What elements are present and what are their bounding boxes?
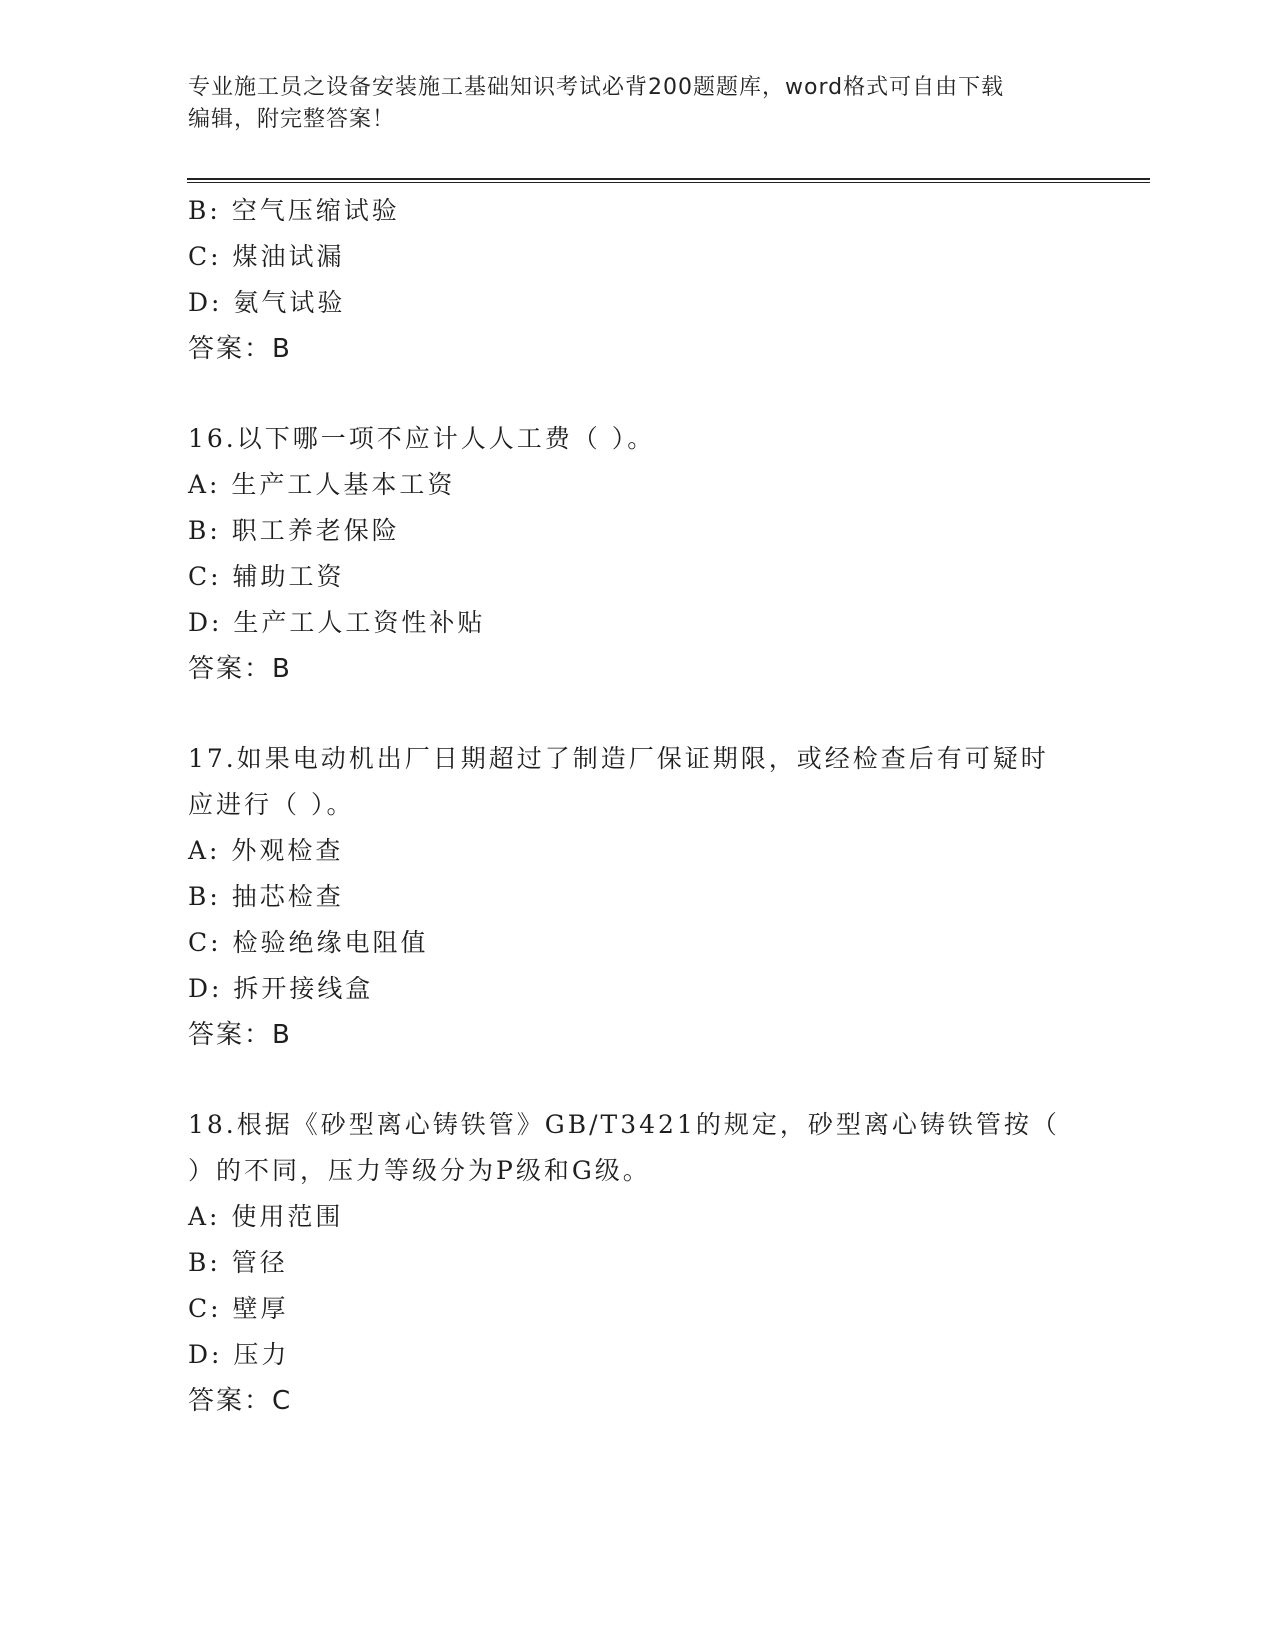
spacer	[188, 1058, 1088, 1102]
option-c: C: 煤油试漏	[188, 242, 345, 271]
option-c: C: 检验绝缘电阻值	[188, 928, 429, 957]
header-divider-thick	[187, 178, 1150, 180]
question-stem-line-2: 应进行（ ）。	[188, 790, 355, 819]
answer-line: 答案：B	[188, 1020, 292, 1050]
spacer	[188, 372, 1088, 416]
question-stem-line-1: 17.如果电动机出厂日期超过了制造厂保证期限，或经检查后有可疑时	[188, 744, 1049, 773]
question-content	[188, 188, 1088, 1424]
option-b: B: 抽芯检查	[188, 882, 344, 911]
option-d: D: 拆开接线盒	[188, 974, 374, 1003]
spacer	[188, 692, 1088, 736]
document-header	[188, 72, 1088, 136]
question-16	[188, 416, 1088, 692]
question-stem-line-1: 18.根据《砂型离心铸铁管》GB/T3421的规定，砂型离心铸铁管按（	[188, 1110, 1060, 1139]
option-a: A: 生产工人基本工资	[188, 470, 456, 499]
option-d: D: 生产工人工资性补贴	[188, 608, 486, 637]
option-d: D: 氨气试验	[188, 288, 346, 317]
question-17	[188, 736, 1088, 1058]
option-b: B: 管径	[188, 1248, 288, 1277]
header-divider-thin	[187, 182, 1150, 183]
option-b: B: 空气压缩试验	[188, 196, 400, 225]
header-title-line-2: 编辑，附完整答案！	[188, 107, 396, 132]
question-stem-line-2: ）的不同，压力等级分为P级和G级。	[188, 1156, 651, 1185]
option-d: D: 压力	[188, 1340, 290, 1369]
option-c: C: 壁厚	[188, 1294, 289, 1323]
header-title-line-1: 专业施工员之设备安装施工基础知识考试必背200题题库，word格式可自由下载	[188, 75, 1005, 100]
answer-line: 答案：B	[188, 654, 292, 684]
question-fragment-15	[188, 188, 1088, 372]
question-stem: 16.以下哪一项不应计人人工费（ ）。	[188, 424, 656, 453]
option-c: C: 辅助工资	[188, 562, 345, 591]
answer-line: 答案：B	[188, 334, 292, 364]
question-18	[188, 1102, 1088, 1424]
answer-line: 答案：C	[188, 1386, 293, 1416]
option-a: A: 使用范围	[188, 1202, 344, 1231]
option-a: A: 外观检查	[188, 836, 344, 865]
option-b: B: 职工养老保险	[188, 516, 400, 545]
